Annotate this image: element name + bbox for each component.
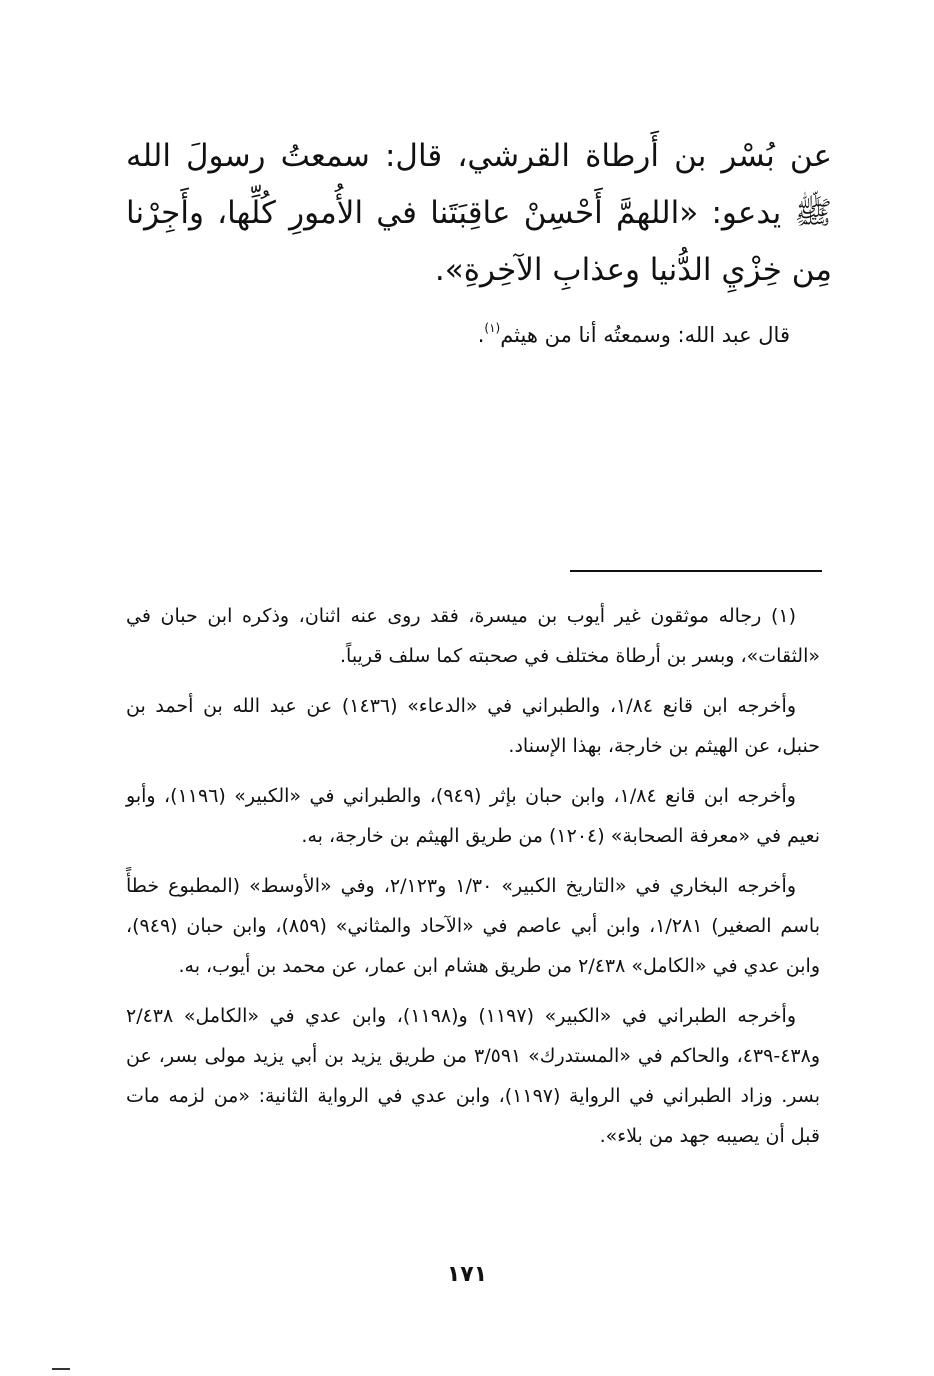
footnote-paragraph: (١) رجاله موثقون غير أيوب بن ميسرة، فقد روى عنه اثنان، وذكره ابن حبان في «الثقات»، وبسر بن أرطاة مختلف في صحبته كما سلف قريباً. — [126, 605, 820, 667]
footnotes-section — [126, 596, 820, 1166]
footnote-paragraph: وأخرجه ابن قانع ١/٨٤، وابن حبان بإثر (٩٤٩)، والطبراني في «الكبير» (١١٩٦)، وأبو نعيم في «معرفة الصحابة» (١٢٠٤) من طريق الهيثم بن خارجة، به. — [126, 785, 820, 847]
page-number: ١٧١ — [446, 1262, 488, 1287]
footnote-paragraph: وأخرجه الطبراني في «الكبير» (١١٩٧) و(١١٩٨)، وابن عدي في «الكامل» ٢/٤٣٨ و٤٣٨-٤٣٩، والحاكم في «المستدرك» ٣/٥٩١ من طريق يزيد بن أبي يزيد مولى بسر، عن بسر. وزاد الطبراني في الرواية (١١٩٧)، وابن عدي في الرواية الثانية: «من لزمه مات قبل أن يصيبه جهد من بلاء». — [126, 1005, 820, 1147]
footnote-paragraph: وأخرجه البخاري في «التاريخ الكبير» ١/٣٠ و٢/١٢٣، وفي «الأوسط» (المطبوع خطأً باسم الصغير) ١/٢٨١، وابن أبي عاصم في «الآحاد والمثاني» (٨٥٩)، وابن حبان (٩٤٩)، وابن عدي في «الكامل» ٢/٤٣٨ من طريق هشام ابن عمار، عن محمد بن أيوب، به. — [126, 875, 820, 977]
hadith-text-block — [126, 128, 832, 299]
footnote-paragraph: وأخرجه ابن قانع ١/٨٤، والطبراني في «الدعاء» (١٤٣٦) عن عبد الله بن أحمد بن حنبل، عن الهيثم بن خارجة، بهذا الإسناد. — [126, 695, 820, 757]
attribution-text: قال عبد الله: وسمعتُه أنا من هيثم — [500, 323, 790, 347]
narrator-attribution — [126, 308, 790, 355]
attribution-period: . — [477, 323, 485, 347]
footnote-reference: (١) — [484, 321, 501, 335]
hadith-text: عن بُسْر بن أَرطاة القرشي، قال: سمعتُ رسولَ الله ﷺ يدعو: «اللهمَّ أَحْسِنْ عاقِبَتَنا في الأُمورِ كُلِّها، وأَجِرْنا مِن خِزْيِ الدُّنيا وعذابِ الآخِرةِ». — [126, 138, 832, 288]
footnote-separator — [570, 570, 822, 572]
scan-artifact — [52, 1368, 70, 1370]
